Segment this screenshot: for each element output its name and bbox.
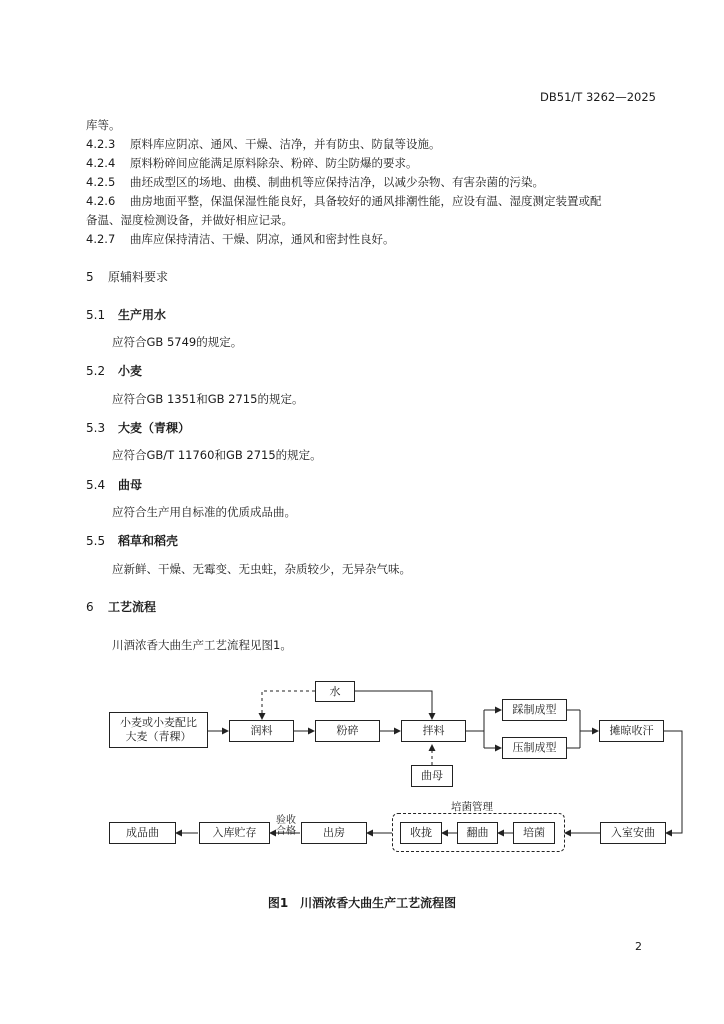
flow-node-qumu: 曲母 [411,765,453,787]
subsection-title: 小麦 [118,364,143,378]
flow-node-turning: 翻曲 [457,822,498,844]
clause-number: 4.2.6 [86,194,116,208]
subsection-5-2-body: 应符合GB 1351和GB 2715的规定。 [112,392,304,406]
clause-number: 4.2.4 [86,156,116,170]
continuation-text: 库等。 [86,118,121,132]
acceptance-label [276,815,296,837]
flow-node-water: 水 [315,681,355,702]
acceptance-label-line-2: 合格 [276,826,296,837]
flow-node-product: 成品曲 [109,822,176,844]
subsection-number: 5.3 [86,421,106,435]
section-title: 工艺流程 [108,600,157,614]
clause-text: 原料粉碎间应能满足原料除杂、粉碎、防尘防爆的要求。 [130,156,418,170]
flow-node-tread-forming: 踩制成型 [502,699,567,721]
clause-number: 4.2.3 [86,137,116,151]
clause-4-2-6-continued: 备温、湿度检测设备，并做好相应记录。 [86,213,293,227]
subsection-5-4-body: 应符合生产用自标准的优质成品曲。 [112,505,296,519]
subsection-title: 稻草和稻壳 [118,534,179,548]
figure-caption: 图1 川酒浓香大曲生产工艺流程图 [267,896,457,910]
clause-text: 曲坯成型区的场地、曲模、制曲机等应保持洁净，以减少杂物、有害杂菌的污染。 [130,175,544,189]
section-number: 6 [86,600,94,614]
flow-node-into-room: 入室安曲 [600,822,666,844]
section-6-intro: 川酒浓香大曲生产工艺流程见图1。 [112,638,292,652]
flow-node-cultivate: 培菌 [513,822,555,844]
section-number: 5 [86,270,94,284]
subsection-number: 5.2 [86,364,106,378]
document-code: DB51/T 3262—2025 [540,90,656,104]
subsection-5-1-body: 应符合GB 5749的规定。 [112,335,243,349]
flow-node-press-forming: 压制成型 [502,737,567,759]
flow-node-spreading: 摊晾收汗 [599,720,664,742]
subsection-title: 生产用水 [118,308,167,322]
subsection-number: 5.4 [86,478,106,492]
subsection-title: 曲母 [118,478,143,492]
subsection-title: 大麦（青稞） [118,421,191,435]
subsection-5-3-body: 应符合GB/T 11760和GB 2715的规定。 [112,448,322,462]
flow-node-raw-materials [109,712,208,748]
clause-number: 4.2.7 [86,232,116,246]
flow-node-out-room: 出房 [301,822,367,844]
acceptance-label-line-1: 验收 [276,815,296,826]
group-label: 培菌管理 [451,801,493,813]
flow-node-wetting: 润料 [229,720,294,742]
raw-material-line-1: 小麦或小麦配比 [120,716,197,729]
clause-number: 4.2.5 [86,175,116,189]
raw-material-line-2: 大麦（青稞） [125,730,192,743]
clause-text: 原料库应阴凉、通风、干燥、洁净，并有防虫、防鼠等设施。 [130,137,441,151]
section-title: 原辅料要求 [108,270,169,284]
flow-node-crushing: 粉碎 [315,720,380,742]
clause-text: 曲房地面平整，保温保湿性能良好，具备较好的通风排潮性能，应设有温、湿度测定装置或配 [130,194,602,208]
flow-node-storage: 入库贮存 [199,822,270,844]
page-number: 2 [635,940,642,953]
flow-node-collecting: 收拢 [400,822,442,844]
clause-text: 曲库应保持清洁、干燥、阴凉，通风和密封性良好。 [130,232,395,246]
subsection-number: 5.1 [86,308,106,322]
subsection-5-5-body: 应新鲜、干燥、无霉变、无虫蛀，杂质较少，无异杂气味。 [112,562,411,576]
flow-node-mixing: 拌料 [401,720,466,742]
subsection-number: 5.5 [86,534,106,548]
